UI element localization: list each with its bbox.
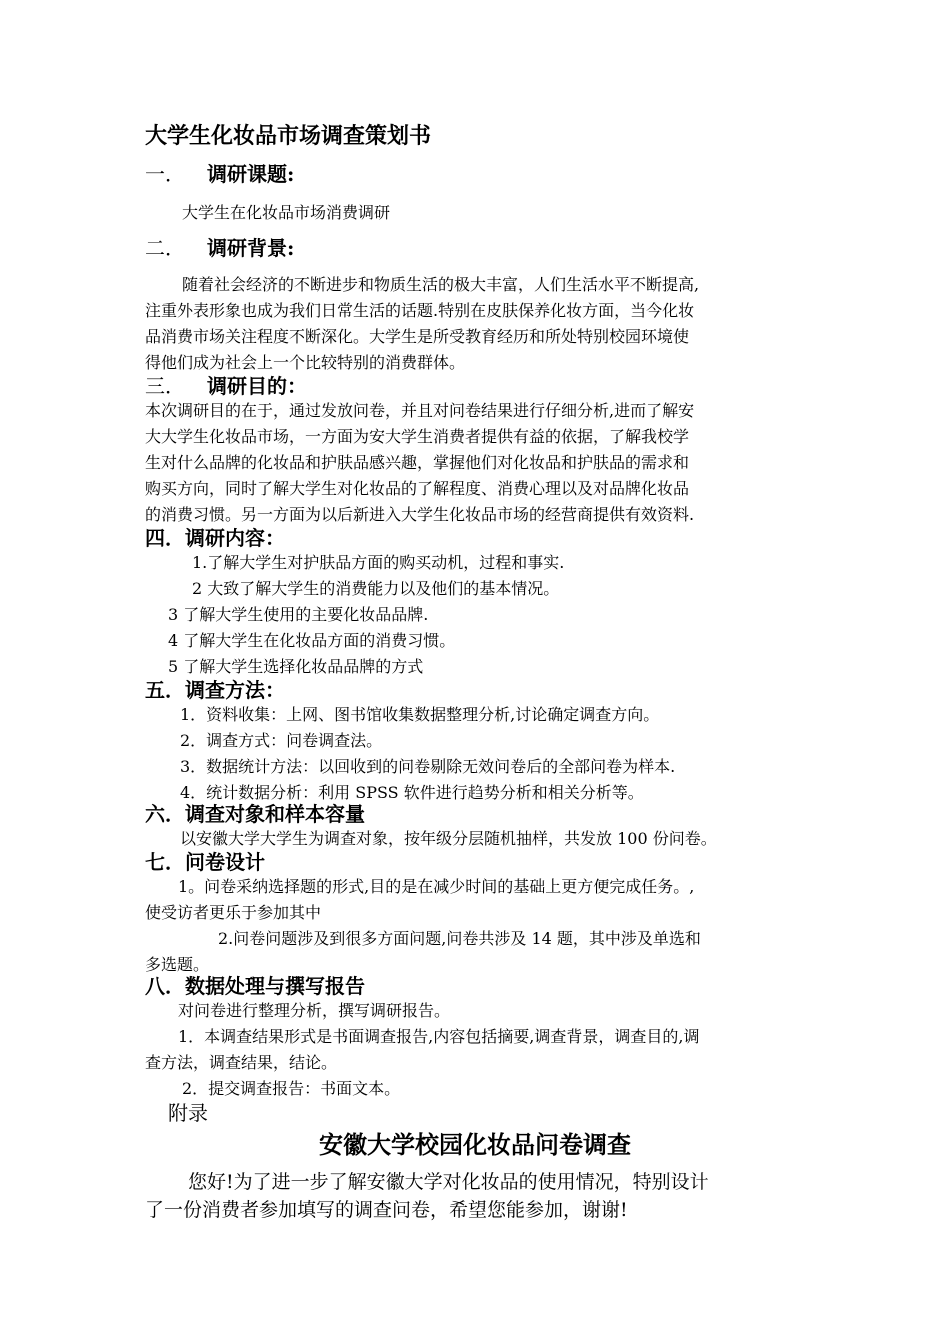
section-5-item: 3．数据统计方法：以回收到的问卷剔除无效问卷后的全部问卷为样本.: [180, 757, 676, 776]
section-5-item: 4．统计数据分析：利用 SPSS 软件进行趋势分析和相关分析等。: [180, 783, 644, 802]
section-3-line: 的消费习惯。另一方面为以后新进入大学生化妆品市场的经营商提供有效资料.: [145, 505, 695, 524]
section-6-heading: [145, 800, 365, 828]
section-3-number: 三．: [145, 374, 185, 398]
section-7-line: 使受访者更乐于参加其中: [145, 903, 322, 922]
survey-title: 安徽大学校园化妆品问卷调查: [319, 1130, 631, 1159]
section-7-title: 七．问卷设计: [145, 850, 265, 874]
section-1-number: 一．: [145, 162, 185, 186]
appendix-label: 附录: [168, 1101, 208, 1125]
section-2-heading: [145, 234, 294, 262]
document-title: 大学生化妆品市场调查策划书: [145, 123, 432, 149]
section-4-heading: [145, 524, 285, 552]
section-6-title: 六．调查对象和样本容量: [145, 802, 365, 826]
section-6-body: 以安徽大学大学生为调查对象，按年级分层随机抽样，共发放 100 份问卷。: [180, 829, 717, 848]
section-3-line: 本次调研目的在于，通过发放问卷，并且对问卷结果进行仔细分析,进而了解安: [145, 401, 695, 420]
section-3-title: 调研目的：: [207, 374, 307, 398]
survey-intro-line: 您好!为了进一步了解安徽大学对化妆品的使用情况，特别设计: [188, 1171, 709, 1193]
section-5-title: 五．调查方法：: [145, 678, 285, 702]
section-8-line: 对问卷进行整理分析，撰写调研报告。: [178, 1001, 451, 1020]
section-8-line: 2．提交调查报告：书面文本。: [182, 1079, 401, 1098]
section-8-title: 八．数据处理与撰写报告: [145, 974, 365, 998]
section-2-line: 品消费市场关注程度不断深化。大学生是所受教育经历和所处特别校园环境使: [145, 327, 690, 346]
section-7-line: 2.问卷问题涉及到很多方面问题,问卷共涉及 14 题，其中涉及单选和: [218, 929, 701, 948]
section-2-line: 注重外表形象也成为我们日常生活的话题.特别在皮肤保养化妆方面，当今化妆: [145, 301, 695, 320]
section-7-line: 1。问卷采纳选择题的形式,目的是在减少时间的基础上更方便完成任务。,: [178, 877, 695, 896]
section-7-line: 多选题。: [145, 955, 210, 974]
section-4-item: 3 了解大学生使用的主要化妆品品牌.: [168, 605, 429, 624]
section-3-line: 购买方向，同时了解大学生对化妆品的了解程度、消费心理以及对品牌化妆品: [145, 479, 690, 498]
section-4-item: 5 了解大学生选择化妆品品牌的方式: [168, 657, 424, 676]
section-8-heading: [145, 972, 365, 1000]
section-4-item: 2 大致了解大学生的消费能力以及他们的基本情况。: [192, 579, 560, 598]
section-7-heading: [145, 848, 265, 876]
section-5-item: 2．调查方式：问卷调查法。: [180, 731, 383, 750]
section-8-line: 查方法，调查结果，结论。: [145, 1053, 338, 1072]
section-5-heading: [145, 676, 285, 704]
section-3-line: 大大学生化妆品市场，一方面为安大学生消费者提供有益的依据，了解我校学: [145, 427, 690, 446]
section-5-item: 1．资料收集：上网、图书馆收集数据整理分析,讨论确定调查方向。: [180, 705, 660, 724]
section-3-heading: [145, 372, 307, 400]
section-3-line: 生对什么品牌的化妆品和护肤品感兴趣，掌握他们对化妆品和护肤品的需求和: [145, 453, 690, 472]
section-8-line: 1．本调查结果形式是书面调查报告,内容包括摘要,调查背景，调查目的,调: [178, 1027, 700, 1046]
section-1-body: 大学生在化妆品市场消费调研: [182, 203, 391, 222]
survey-intro-line: 了一份消费者参加填写的调查问卷，希望您能参加，谢谢!: [145, 1199, 628, 1221]
section-2-line: 得他们成为社会上一个比较特别的消费群体。: [145, 353, 466, 372]
section-4-title: 四．调研内容：: [145, 526, 285, 550]
section-4-item: 1.了解大学生对护肤品方面的购买动机，过程和事实.: [192, 553, 565, 572]
section-1-title: 调研课题:: [207, 162, 295, 186]
section-4-item: 4 了解大学生在化妆品方面的消费习惯。: [168, 631, 456, 650]
section-2-title: 调研背景:: [207, 236, 295, 260]
section-1-heading: [145, 160, 294, 188]
section-2-line: 随着社会经济的不断进步和物质生活的极大丰富，人们生活水平不断提高,: [182, 275, 700, 294]
section-2-number: 二．: [145, 236, 185, 260]
